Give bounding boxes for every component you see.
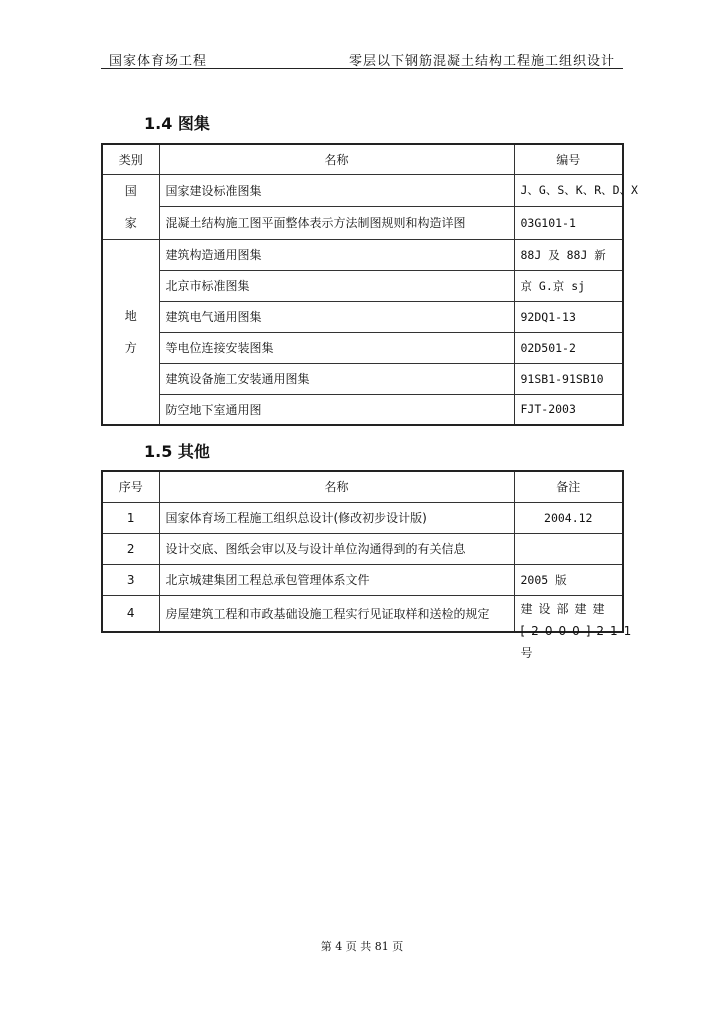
column-header-code: 编号 xyxy=(514,144,623,174)
other-references-table xyxy=(101,470,638,660)
table-row xyxy=(102,207,623,240)
section-title-atlas: 1.4 图集 xyxy=(144,114,210,133)
reference-name: 设计交底、图纸会审以及与设计单位沟通得到的有关信息 xyxy=(159,533,514,564)
atlas-name: 防空地下室通用图 xyxy=(159,394,514,425)
column-header-number: 序号 xyxy=(102,471,159,502)
row-number: 2 xyxy=(102,533,159,564)
header-document-title: 零层以下钢筋混凝土结构工程施工组织设计 xyxy=(348,54,615,69)
atlas-name: 北京市标准图集 xyxy=(159,270,514,301)
atlas-code: 京 G.京 sj xyxy=(514,270,623,301)
section-title-other: 1.5 其他 xyxy=(144,442,210,461)
category-cell-national xyxy=(102,174,159,239)
table-row xyxy=(102,301,623,332)
row-number: 1 xyxy=(102,502,159,533)
table-row xyxy=(102,394,623,425)
reference-note: 2005 版 xyxy=(514,564,623,595)
table-row xyxy=(102,270,623,301)
column-header-note: 备注 xyxy=(514,471,623,502)
atlas-code: 88J 及 88J 新 xyxy=(514,239,623,270)
column-header-name: 名称 xyxy=(159,471,514,502)
page-footer: 第 4 页 共 81 页 xyxy=(320,940,404,953)
table-header-row xyxy=(102,471,623,502)
reference-name: 国家体育场工程施工组织总设计(修改初步设计版) xyxy=(159,502,514,533)
table-row xyxy=(102,239,623,270)
atlas-code: 91SB1-91SB10 xyxy=(514,363,623,394)
reference-name: 房屋建筑工程和市政基础设施工程实行见证取样和送检的规定 xyxy=(159,595,514,632)
atlas-name: 建筑设备施工安装通用图集 xyxy=(159,363,514,394)
table-row xyxy=(102,502,623,533)
table-row xyxy=(102,595,623,632)
column-header-category: 类别 xyxy=(102,144,159,174)
atlas-table xyxy=(101,143,638,426)
reference-note xyxy=(514,595,638,660)
atlas-name: 建筑构造通用图集 xyxy=(159,239,514,270)
atlas-name: 国家建设标准图集 xyxy=(159,174,514,207)
atlas-code: 03G101-1 xyxy=(514,207,623,240)
reference-note: 2004.12 xyxy=(514,502,623,533)
atlas-name: 混凝土结构施工图平面整体表示方法制图规则和构造详图 xyxy=(159,207,514,240)
category-char: 地 xyxy=(124,308,137,323)
table-header-row xyxy=(102,144,623,174)
table-row xyxy=(102,332,623,363)
category-cell-local xyxy=(102,239,159,425)
atlas-code: FJT-2003 xyxy=(514,394,623,425)
row-number: 3 xyxy=(102,564,159,595)
table-row xyxy=(102,533,623,564)
reference-note-text: 建设部建建[2000]211 号 xyxy=(520,601,638,660)
category-char: 方 xyxy=(124,340,137,355)
reference-note xyxy=(514,533,623,564)
header-project-name: 国家体育场工程 xyxy=(109,54,208,69)
reference-name: 北京城建集团工程总承包管理体系文件 xyxy=(159,564,514,595)
table-row xyxy=(102,363,623,394)
atlas-name: 等电位连接安装图集 xyxy=(159,332,514,363)
atlas-name: 建筑电气通用图集 xyxy=(159,301,514,332)
page-header xyxy=(101,46,623,69)
table-row xyxy=(102,564,623,595)
column-header-name: 名称 xyxy=(159,144,514,174)
table-row xyxy=(102,174,623,207)
category-char: 家 xyxy=(124,215,137,230)
row-number: 4 xyxy=(102,595,159,632)
category-char: 国 xyxy=(124,183,137,198)
atlas-code: 92DQ1-13 xyxy=(514,301,623,332)
atlas-code: 02D501-2 xyxy=(514,332,623,363)
atlas-code: J、G、S、K、R、D、X xyxy=(514,174,623,207)
